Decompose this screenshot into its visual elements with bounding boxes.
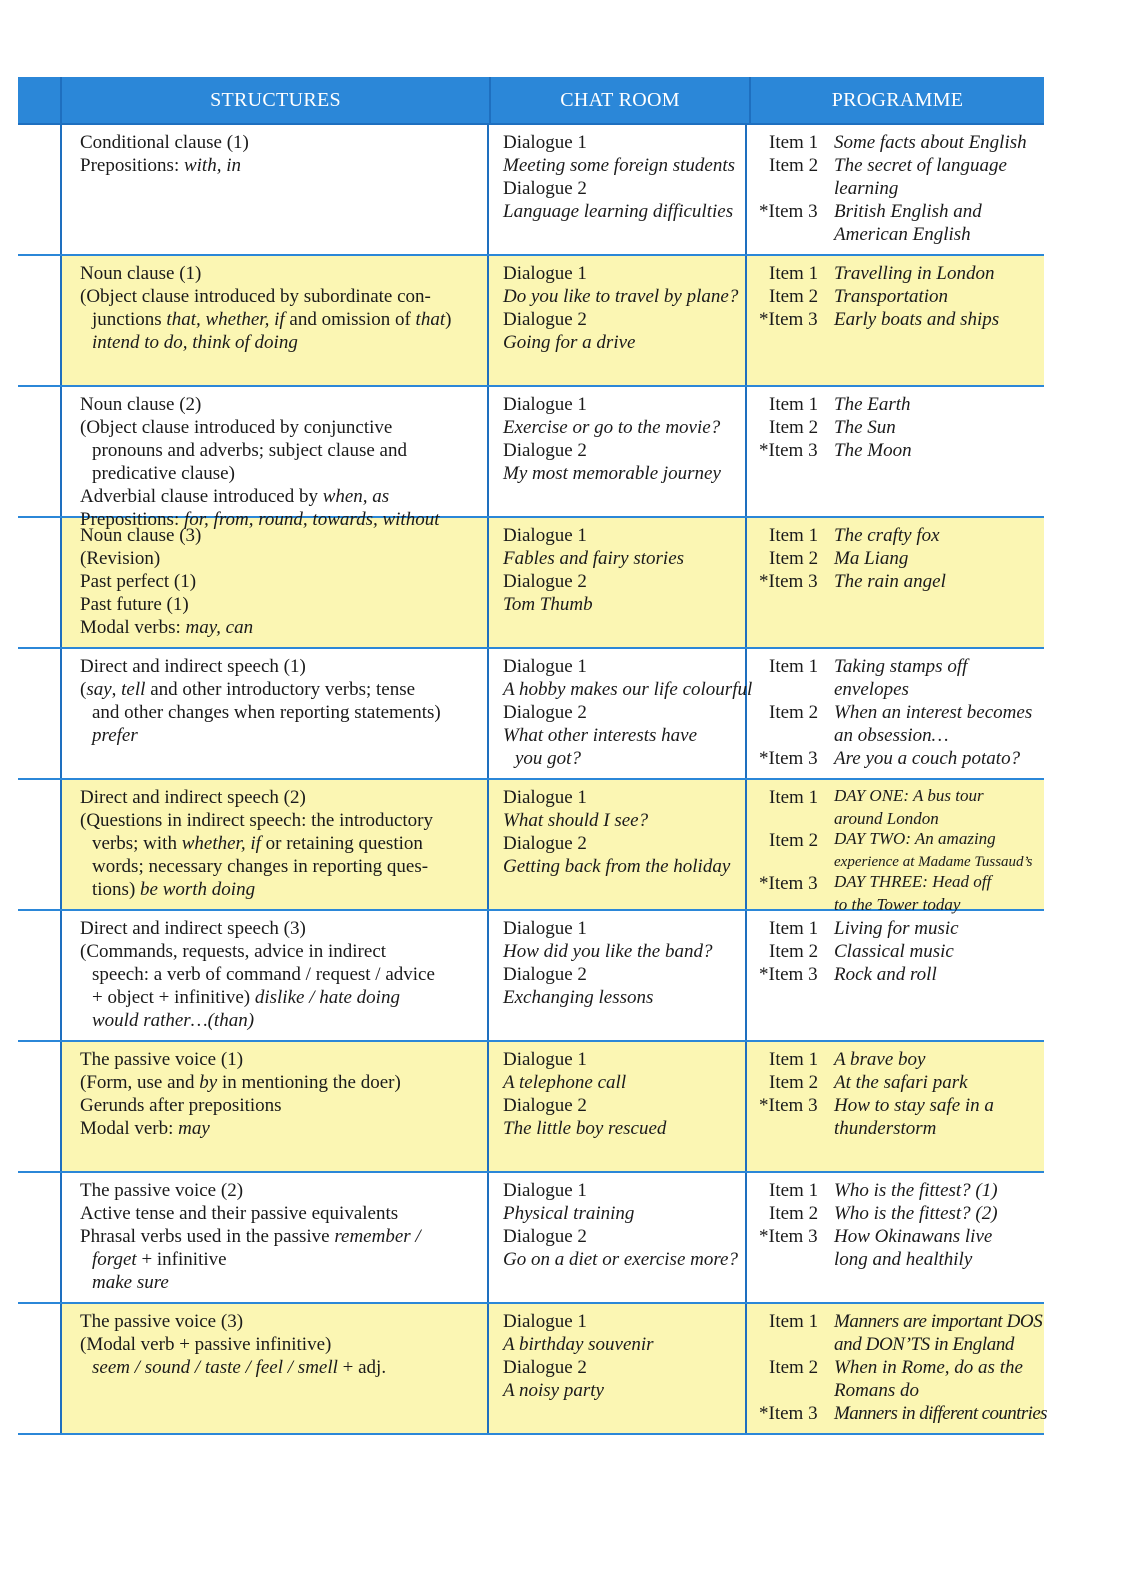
programme-item — [759, 416, 1040, 439]
structure-text: Modal verb: — [80, 1118, 179, 1139]
item-label: Item 2 — [769, 702, 819, 723]
dialogue-title: Exchanging lessons — [503, 987, 654, 1008]
item-label: Item 1 — [769, 1180, 819, 1201]
item-title: Who is the fittest? (1) — [834, 1180, 998, 1201]
row-spacer — [18, 649, 62, 778]
structures-cell — [62, 649, 489, 778]
table-row — [18, 780, 1044, 914]
structure-line — [80, 832, 481, 855]
dialogue-label: Dialogue 2 — [503, 1357, 587, 1378]
structures-cell — [62, 1304, 489, 1433]
dialogue-label: Dialogue 2 — [503, 964, 587, 985]
header-programme: PROGRAMME — [831, 88, 964, 111]
programme-item — [759, 1310, 1047, 1333]
structure-line: Direct and indirect speech (1) — [80, 656, 306, 677]
item-title-cont: and DON’TS in England — [834, 1334, 1015, 1355]
structure-text: + infinitive — [136, 1249, 227, 1270]
programme-cell — [747, 649, 1044, 778]
programme-item — [759, 285, 1040, 308]
item-title: Rock and roll — [834, 964, 937, 985]
structure-text: Prepositions: — [80, 155, 184, 176]
dialogue-label: Dialogue 1 — [503, 263, 587, 284]
table-row — [18, 1042, 1044, 1173]
table-row — [18, 518, 1044, 649]
item-title: Early boats and ships — [834, 309, 1000, 330]
item-label: *Item 3 — [759, 1403, 818, 1424]
programme-item — [759, 917, 1040, 940]
item-title-cont: learning — [834, 178, 899, 199]
structure-italic: may, can — [185, 617, 254, 638]
dialogue-label: Dialogue 1 — [503, 918, 587, 939]
table-row — [18, 1173, 1044, 1304]
programme-item — [759, 524, 1040, 547]
structure-italic: that, whether, if — [166, 309, 285, 330]
structure-line — [80, 485, 481, 508]
dialogue-label: Dialogue 1 — [503, 132, 587, 153]
dialogue-title: Do you like to travel by plane? — [503, 286, 739, 307]
programme-item — [759, 570, 1040, 593]
item-title-cont: Romans do — [834, 1380, 919, 1401]
programme-item — [759, 963, 1040, 986]
structures-cell — [62, 518, 489, 647]
structure-line: speech: a verb of command / request / advice — [92, 964, 435, 985]
structure-text: verbs; with — [92, 833, 182, 854]
chat-room-cell — [489, 518, 747, 647]
item-title-cont: envelopes — [834, 679, 909, 700]
item-title-cont: American English — [834, 224, 971, 245]
structure-line — [80, 308, 481, 331]
item-label: Item 1 — [769, 394, 819, 415]
item-label: Item 2 — [769, 1203, 819, 1224]
item-title: How Okinawans live — [834, 1226, 993, 1247]
dialogue-title: Going for a drive — [503, 332, 636, 353]
structure-text: Adverbial clause introduced by — [80, 486, 323, 507]
programme-item — [759, 829, 1040, 852]
row-spacer — [18, 1042, 62, 1171]
item-label: Item 1 — [769, 132, 819, 153]
item-label: *Item 3 — [759, 873, 818, 894]
structure-line: The passive voice (2) — [80, 1180, 244, 1201]
programme-item — [759, 200, 1040, 223]
programme-cell — [747, 1173, 1044, 1302]
table-header — [18, 77, 1044, 125]
structure-italic: tell — [121, 679, 146, 700]
programme-cell — [747, 780, 1044, 914]
item-title: DAY THREE: Head off — [834, 872, 992, 891]
item-title: The rain angel — [834, 571, 946, 592]
dialogue-title: My most memorable journey — [503, 463, 721, 484]
structure-text: Phrasal verbs used in the passive — [80, 1226, 335, 1247]
structures-cell — [62, 387, 489, 530]
structure-italic: prefer — [92, 725, 138, 746]
structure-italic: by — [199, 1072, 218, 1093]
item-label: Item 1 — [769, 263, 819, 284]
item-title: Classical music — [834, 941, 954, 962]
structure-line: pronouns and adverbs; subject clause and — [92, 440, 407, 461]
structure-line: (Object clause introduced by subordinate con- — [80, 286, 431, 307]
item-title: Manners are important DOS — [834, 1311, 1043, 1332]
table-row — [18, 1304, 1047, 1435]
item-title: A brave boy — [834, 1049, 926, 1070]
row-spacer — [18, 911, 62, 1040]
item-title: Travelling in London — [834, 263, 995, 284]
dialogue-title: How did you like the band? — [503, 941, 713, 962]
item-title: The Sun — [834, 417, 896, 438]
item-title: DAY TWO: An amazing — [834, 829, 996, 848]
dialogue-title: Language learning difficulties — [503, 201, 734, 222]
dialogue-title: What should I see? — [503, 810, 649, 831]
structure-line — [80, 1248, 481, 1271]
item-label: Item 2 — [769, 1357, 819, 1378]
dialogue-label: Dialogue 1 — [503, 656, 587, 677]
structure-text: + adj. — [337, 1357, 387, 1378]
row-spacer — [18, 387, 62, 516]
item-title: Some facts about English — [834, 132, 1027, 153]
header-chat-room: CHAT ROOM — [491, 77, 751, 123]
row-spacer — [18, 780, 62, 909]
item-label: Item 1 — [769, 1311, 819, 1332]
table-row — [18, 649, 1044, 780]
structure-italic: when, as — [322, 486, 390, 507]
structure-text: and other introductory verbs; tense — [145, 679, 416, 700]
programme-cell — [747, 256, 1044, 385]
dialogue-label: Dialogue 2 — [503, 702, 587, 723]
dialogue-title-cont: you got? — [515, 748, 581, 769]
chat-room-cell — [489, 1304, 747, 1433]
header-spacer — [18, 77, 62, 123]
structure-italic: dislike / hate doing — [254, 987, 400, 1008]
item-title: Living for music — [834, 918, 959, 939]
item-title: How to stay safe in a — [834, 1095, 994, 1116]
programme-item — [759, 872, 1040, 895]
table-row — [18, 125, 1044, 256]
item-title: Who is the fittest? (2) — [834, 1203, 998, 1224]
structure-line: Noun clause (2) — [80, 394, 202, 415]
programme-item — [759, 1202, 1040, 1225]
chat-room-cell — [489, 649, 753, 778]
dialogue-title: Exercise or go to the movie? — [503, 417, 721, 438]
chat-room-cell — [489, 125, 747, 254]
row-spacer — [18, 1304, 62, 1433]
programme-item — [759, 1048, 1040, 1071]
item-label: Item 2 — [769, 417, 819, 438]
structure-italic: for, from, round, towards, without — [183, 509, 440, 530]
item-title-cont: around London — [834, 809, 939, 828]
structure-line: Direct and indirect speech (2) — [80, 787, 306, 808]
programme-item — [759, 1356, 1047, 1379]
structure-line: and other changes when reporting statements) — [92, 702, 441, 723]
structure-italic: whether, if — [181, 833, 261, 854]
structures-cell — [62, 780, 489, 909]
structure-line: (Revision) — [80, 548, 161, 569]
item-label: *Item 3 — [759, 1095, 818, 1116]
structure-line: (Questions in indirect speech: the introductory — [80, 810, 433, 831]
item-title-cont: an obsession… — [834, 725, 949, 746]
dialogue-title: The little boy rescued — [503, 1118, 667, 1139]
dialogue-title: Meeting some foreign students — [503, 155, 736, 176]
programme-cell — [747, 518, 1044, 647]
item-title-cont: experience at Madame Tussaud’s — [834, 854, 1033, 870]
row-spacer — [18, 256, 62, 385]
programme-item — [759, 262, 1040, 285]
dialogue-label: Dialogue 2 — [503, 833, 587, 854]
structure-line — [80, 986, 481, 1009]
structures-cell — [62, 1042, 489, 1171]
dialogue-title: Fables and fairy stories — [503, 548, 685, 569]
item-label: Item 2 — [769, 286, 819, 307]
item-label: *Item 3 — [759, 571, 818, 592]
item-title: The crafty fox — [834, 525, 940, 546]
programme-item — [759, 547, 1040, 570]
dialogue-label: Dialogue 2 — [503, 440, 587, 461]
structure-line: (Modal verb + passive infinitive) — [80, 1334, 332, 1355]
structure-line: words; necessary changes in reporting ques- — [92, 856, 429, 877]
structure-line — [80, 678, 481, 701]
structure-line: Past perfect (1) — [80, 571, 197, 592]
item-title: The secret of language — [834, 155, 1007, 176]
dialogue-label: Dialogue 2 — [503, 309, 587, 330]
dialogue-title: Go on a diet or exercise more? — [503, 1249, 738, 1270]
programme-item — [759, 1071, 1040, 1094]
structure-line: predicative clause) — [92, 463, 235, 484]
chat-room-cell — [489, 256, 747, 385]
item-label: Item 2 — [769, 155, 819, 176]
item-title: Transportation — [834, 286, 949, 307]
programme-item — [759, 1225, 1040, 1248]
structure-italic: seem / sound / taste / feel / smell — [92, 1357, 338, 1378]
structure-line: (Commands, requests, advice in indirect — [80, 941, 387, 962]
item-title: The Earth — [834, 394, 911, 415]
structure-line: Active tense and their passive equivalents — [80, 1203, 399, 1224]
dialogue-title: Getting back from the holiday — [503, 856, 731, 877]
programme-cell — [747, 125, 1044, 254]
item-title: Taking stamps off — [834, 656, 968, 677]
structure-line: Direct and indirect speech (3) — [80, 918, 306, 939]
programme-cell — [747, 387, 1044, 516]
programme-item — [759, 747, 1040, 770]
programme-item — [759, 1179, 1040, 1202]
item-label: Item 1 — [769, 656, 819, 677]
structure-line — [80, 878, 481, 901]
structure-line — [80, 154, 481, 177]
dialogue-title: Tom Thumb — [503, 594, 593, 615]
structure-italic: with, in — [183, 155, 241, 176]
structure-text: in mentioning the doer) — [217, 1072, 401, 1093]
item-label: *Item 3 — [759, 201, 818, 222]
chat-room-cell — [489, 780, 747, 909]
programme-item — [759, 308, 1040, 331]
programme-cell — [747, 911, 1044, 1040]
structure-italic: forget — [92, 1249, 137, 1270]
item-label: Item 1 — [769, 525, 819, 546]
programme-item — [759, 655, 1040, 678]
item-label: Item 1 — [769, 918, 819, 939]
structure-text: tions) — [92, 879, 141, 900]
dialogue-label: Dialogue 1 — [503, 1049, 587, 1070]
chat-room-cell — [489, 1042, 747, 1171]
item-title: Ma Liang — [834, 548, 909, 569]
item-title: DAY ONE: A bus tour — [834, 786, 984, 805]
dialogue-label: Dialogue 1 — [503, 394, 587, 415]
programme-item — [759, 786, 1040, 809]
programme-item — [759, 393, 1040, 416]
structures-cell — [62, 256, 489, 385]
structure-italic: intend to do, think of doing — [92, 332, 298, 353]
item-label: Item 1 — [769, 787, 819, 808]
structure-text: and omission of — [284, 309, 416, 330]
structure-italic: may — [178, 1118, 210, 1139]
row-spacer — [18, 1173, 62, 1302]
chat-room-cell — [489, 1173, 747, 1302]
chat-room-cell — [489, 387, 747, 516]
table-row — [18, 911, 1044, 1042]
structure-text: ( — [80, 679, 87, 700]
item-label: Item 1 — [769, 1049, 819, 1070]
dialogue-title: A birthday souvenir — [503, 1334, 654, 1355]
structure-italic: be worth doing — [140, 879, 256, 900]
item-label: *Item 3 — [759, 309, 818, 330]
dialogue-label: Dialogue 2 — [503, 178, 587, 199]
dialogue-label: Dialogue 1 — [503, 1311, 587, 1332]
programme-item — [759, 940, 1040, 963]
structure-line — [80, 1356, 481, 1379]
structure-line — [80, 616, 481, 639]
structure-line — [80, 1225, 481, 1248]
item-title: The Moon — [834, 440, 912, 461]
item-title-cont: long and healthily — [834, 1249, 973, 1270]
item-label: *Item 3 — [759, 440, 818, 461]
dialogue-label: Dialogue 1 — [503, 525, 587, 546]
structure-italic: remember / — [334, 1226, 421, 1247]
structure-italic: would rather…(than) — [92, 1010, 255, 1031]
structure-text: or retaining question — [260, 833, 423, 854]
dialogue-label: Dialogue 2 — [503, 1095, 587, 1116]
item-label: Item 2 — [769, 830, 819, 851]
structure-text: Prepositions: — [80, 509, 184, 530]
item-title: Are you a couch potato? — [834, 748, 1021, 769]
structure-text: junctions — [92, 309, 167, 330]
table-row — [18, 256, 1044, 387]
header-structures: STRUCTURES — [62, 77, 491, 123]
programme-cell — [747, 1042, 1044, 1171]
dialogue-title: A telephone call — [503, 1072, 627, 1093]
item-title: At the safari park — [834, 1072, 968, 1093]
structure-line: Conditional clause (1) — [80, 132, 249, 153]
programme-item — [759, 154, 1040, 177]
structure-text: , — [111, 679, 122, 700]
item-label: Item 2 — [769, 548, 819, 569]
dialogue-label: Dialogue 1 — [503, 1180, 587, 1201]
structure-line — [80, 1071, 481, 1094]
item-title: When an interest becomes — [834, 702, 1033, 723]
structure-line: Noun clause (3) — [80, 525, 202, 546]
item-label: Item 2 — [769, 941, 819, 962]
structure-italic: that — [415, 309, 446, 330]
dialogue-label: Dialogue 2 — [503, 1226, 587, 1247]
dialogue-title: A noisy party — [503, 1380, 604, 1401]
structure-text: + object + infinitive) — [92, 987, 255, 1008]
item-title: When in Rome, do as the — [834, 1357, 1023, 1378]
dialogue-title: Physical training — [503, 1203, 635, 1224]
item-title-cont: to the Tower today — [834, 895, 961, 914]
structure-line: (Object clause introduced by conjunctive — [80, 417, 393, 438]
item-title: British English and — [834, 201, 982, 222]
syllabus-table — [18, 77, 1047, 1435]
structure-line: Gerunds after prepositions — [80, 1095, 282, 1116]
item-label: Item 2 — [769, 1072, 819, 1093]
structure-italic: say — [86, 679, 112, 700]
programme-item — [759, 1094, 1040, 1117]
programme-item — [759, 439, 1040, 462]
item-title: Manners in different countries — [834, 1403, 1047, 1424]
structure-line: The passive voice (3) — [80, 1311, 244, 1332]
chat-room-cell — [489, 911, 747, 1040]
programme-cell — [747, 1304, 1051, 1433]
item-label: *Item 3 — [759, 964, 818, 985]
dialogue-label: Dialogue 2 — [503, 571, 587, 592]
row-spacer — [18, 125, 62, 254]
item-label: *Item 3 — [759, 748, 818, 769]
row-spacer — [18, 518, 62, 647]
programme-item — [759, 701, 1040, 724]
item-title-cont: thunderstorm — [834, 1118, 937, 1139]
structure-line — [80, 1117, 481, 1140]
dialogue-label: Dialogue 1 — [503, 787, 587, 808]
structure-text: Modal verbs: — [80, 617, 186, 638]
structures-cell — [62, 125, 489, 254]
structure-line: Noun clause (1) — [80, 263, 202, 284]
structures-cell — [62, 1173, 489, 1302]
programme-item — [759, 1402, 1047, 1425]
structure-text: ) — [445, 309, 452, 330]
structure-line: Past future (1) — [80, 594, 189, 615]
dialogue-title: What other interests have — [503, 725, 698, 746]
structures-cell — [62, 911, 489, 1040]
structure-text: (Form, use and — [80, 1072, 200, 1093]
dialogue-title: A hobby makes our life colourful — [503, 679, 753, 700]
structure-line: The passive voice (1) — [80, 1049, 244, 1070]
table-row — [18, 387, 1044, 530]
programme-item — [759, 131, 1040, 154]
item-label: *Item 3 — [759, 1226, 818, 1247]
structure-italic: make sure — [92, 1272, 169, 1293]
